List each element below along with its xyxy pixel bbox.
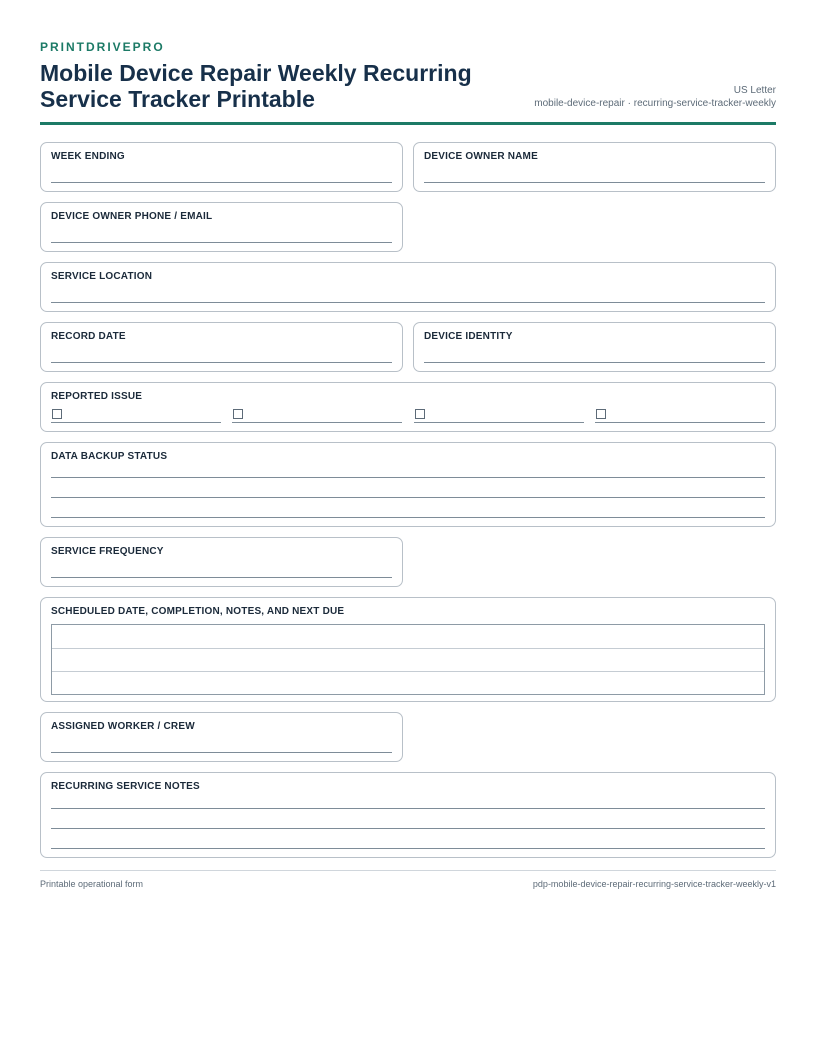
- issue-checkbox-2[interactable]: [233, 409, 243, 419]
- recurring-notes-line-3[interactable]: [51, 848, 765, 849]
- device-owner-contact-label: DEVICE OWNER PHONE / EMAIL: [51, 211, 213, 222]
- service-frequency-input[interactable]: [51, 577, 392, 578]
- assigned-worker-label: ASSIGNED WORKER / CREW: [51, 721, 195, 732]
- device-owner-name-label: DEVICE OWNER NAME: [424, 151, 538, 162]
- data-backup-line-2[interactable]: [51, 497, 765, 498]
- device-identity-label: DEVICE IDENTITY: [424, 331, 513, 342]
- recurring-notes-box: [40, 772, 776, 858]
- issue-option-line-4[interactable]: [595, 422, 765, 423]
- assigned-worker-input[interactable]: [51, 752, 392, 753]
- service-location-input[interactable]: [51, 302, 765, 303]
- recurring-notes-label: RECURRING SERVICE NOTES: [51, 781, 200, 792]
- reported-issue-label: REPORTED ISSUE: [51, 391, 143, 402]
- data-backup-status-label: DATA BACKUP STATUS: [51, 451, 168, 462]
- issue-option-line-2[interactable]: [232, 422, 402, 423]
- device-owner-name-input[interactable]: [424, 182, 765, 183]
- week-ending-label: WEEK ENDING: [51, 151, 125, 162]
- schedule-table: [51, 624, 765, 695]
- data-backup-status-box: [40, 442, 776, 527]
- brand-name: PRINTDRIVEPRO: [40, 40, 165, 54]
- form-slug: mobile-device-repair · recurring-service-tracker-weekly: [534, 98, 776, 109]
- schedule-box: [40, 597, 776, 702]
- paper-size: US Letter: [733, 85, 776, 96]
- device-owner-name-box: [413, 142, 776, 192]
- service-location-label: SERVICE LOCATION: [51, 271, 153, 282]
- record-date-box: [40, 322, 403, 372]
- week-ending-input[interactable]: [51, 182, 392, 183]
- device-owner-contact-box: [40, 202, 403, 252]
- footer-form-id: pdp-mobile-device-repair-recurring-service-tracker-weekly-v1: [532, 879, 776, 889]
- recurring-notes-line-1[interactable]: [51, 808, 765, 809]
- week-ending-box: [40, 142, 403, 192]
- assigned-worker-box: [40, 712, 403, 762]
- service-location-box: [40, 262, 776, 312]
- device-identity-box: [413, 322, 776, 372]
- data-backup-line-1[interactable]: [51, 477, 765, 478]
- device-owner-contact-input[interactable]: [51, 242, 392, 243]
- service-frequency-label: SERVICE FREQUENCY: [51, 546, 164, 557]
- issue-checkbox-4[interactable]: [596, 409, 606, 419]
- footer-left-text: Printable operational form: [40, 879, 144, 889]
- header-divider: [40, 122, 776, 125]
- page-title: Mobile Device Repair Weekly Recurring Service Tracker Printable: [40, 60, 472, 112]
- record-date-label: RECORD DATE: [51, 331, 126, 342]
- schedule-row-divider-2: [52, 671, 764, 672]
- schedule-label: SCHEDULED DATE, COMPLETION, NOTES, AND NEXT DUE: [51, 606, 345, 617]
- recurring-notes-line-2[interactable]: [51, 828, 765, 829]
- footer-divider: [40, 870, 776, 871]
- issue-option-line-3[interactable]: [414, 422, 584, 423]
- device-identity-input[interactable]: [424, 362, 765, 363]
- issue-option-line-1[interactable]: [51, 422, 221, 423]
- service-frequency-box: [40, 537, 403, 587]
- schedule-row-divider-1: [52, 648, 764, 649]
- data-backup-line-3[interactable]: [51, 517, 765, 518]
- reported-issue-box: [40, 382, 776, 432]
- record-date-input[interactable]: [51, 362, 392, 363]
- issue-checkbox-3[interactable]: [415, 409, 425, 419]
- issue-checkbox-1[interactable]: [52, 409, 62, 419]
- page-meta: [534, 84, 776, 110]
